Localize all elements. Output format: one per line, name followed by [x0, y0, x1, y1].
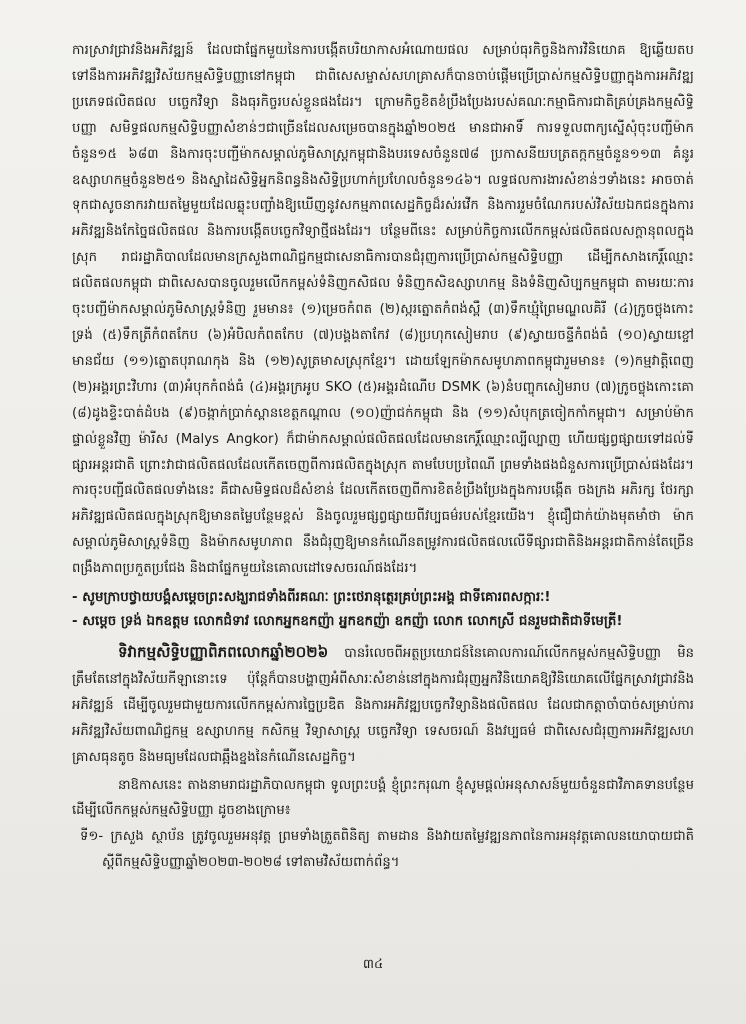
paragraph-1: ការស្រាវជ្រាវនិងអភិវឌ្ឍន៍ ដែលជាផ្នែកមួយនៃការបង្កើតបរិយាកាសអំណោយផល សម្រាប់ធុរកិច្ចនិងការវិនិយោគ ឱ្យឆ្លើយតបទៅនឹងការអភិវឌ្ឍវិស័យកម្មសិទ្ធិបញ្ញានៅកម្ពុជា ជាពិសេសម្ចាស់សហគ្រាសក៏បានចាប់ផ្តើមប្រើប្រាស់កម្មសិទ្ធិបញ្ញាក្នុងការអភិវឌ្ឍប្រភេទផលិតផល បច្ចេកវិទ្យា និងធុរកិច្ចរបស់ខ្លួនផងដែរ។ ក្រោមកិច្ចខិតខំប្រឹងប្រែងរបស់គណៈកម្មាធិការជាតិគ្រប់គ្រងកម្មសិទ្ធិបញ្ញា សមិទ្ធផលកម្មសិទ្ធិបញ្ញាសំខាន់ៗជាច្រើនដែលសម្រេចបានក្នុងឆ្នាំ២០២៥ មានជាអាទិ៍ ការទទួលពាក្យស្នើសុំចុះបញ្ជីម៉ាកចំនួន១៥ ៦៨៣ និងការចុះបញ្ជីម៉ាកសម្គាល់ភូមិសាស្ត្រកម្ពុជានិងបរទេសចំនួន៧៨ ប្រកាសនីយបត្រតក្កកម្មចំនួន១១៣ គំនូរឧស្សាហកម្មចំនួន២៥១ និងស្នាដៃសិទ្ធិអ្នកនិពន្ធនិងសិទ្ធិប្រហាក់ប្រហែលចំនួន១៤៦។ លទ្ធផលការងារសំខាន់ៗទាំងនេះ អាចចាត់ទុកជាសូចនាករវាយតម្លៃមួយដែលឆ្លុះបញ្ចាំងឱ្យឃើញនូវសកម្មភាពសេដ្ឋកិច្ចដ៏រស់រវើក និងការរួមចំណែករបស់វិស័យឯកជនក្នុងការអភិវឌ្ឍនិងកែច្នៃផលិតផល និងការបង្កើតបច្ចេកវិទ្យាថ្មីផងដែរ។ បន្ថែមពីនេះ សម្រាប់កិច្ចការលើកកម្ពស់ផលិតផលសក្តានុពលក្នុងស្រុក រាជរដ្ឋាភិបាលដែលមានក្រសួងពាណិជ្ជកម្មជាសេនាធិការបានជំរុញការប្រើប្រាស់កម្មសិទ្ធិបញ្ញា ដើម្បីកសាងកេរ្តិ៍ឈ្មោះផលិតផលកម្ពុជា ជាពិសេសបានចូលរួមលើកកម្ពស់ទំនិញកសិផល ទំនិញកសិឧស្សាហកម្ម និងទំនិញសិប្បកម្មកម្ពុជា តាមរយៈការចុះបញ្ជីម៉ាកសម្គាល់ភូមិសាស្ត្រទំនិញ រួមមាន៖ (១)ម្រេចកំពត (២)ស្ករត្នោតកំពង់ស្ពឺ (៣)ទឹកឃ្មុំព្រៃមណ្ឌលគិរី (៤)ក្រូចថ្លុងកោះទ្រង់ (៥)ទឹកត្រីកំពតកែប (៦)អំបិលកំពតកែប (៧)បង្គងតាកែវ (៨)ប្រហុកសៀមរាប (៩)ស្វាយចន្ទីកំពង់ធំ (១០)ស្វាយខ្ចៅមានជ័យ (១១)ត្នោតបុរាណកុង និង (១២)សូត្រមាសស្រុកខ្មែរ។ ដោយឡែកម៉ាកសមូហភាពកម្ពុជារួមមាន៖ (១)កម្មវាត្តិពេញ (២)អង្គរព្រះវិហារ (៣)អំបុកកំពង់ធំ (៤)អង្គរក្រអូប SKO (៥)អង្គរដំណើប DSMK (៦)នំបញ្ចុកសៀមរាប (៧)ក្រូចថ្លុងកោះគោ (៨)ដូងខ្ទិះបាត់ដំបង (៩)ចង្កាក់ប្រាក់ស្ពានខេត្តកណ្ដាល (១០)ញ៉ាជក់កម្ពុជា និង (១១)សំបុកត្រចៀកកាំកម្ពុជា។ សម្រាប់ម៉ាកផ្ទាល់ខ្លួនវិញ ម៉ារីស (Malys Angkor) ក៏ជាម៉ាកសម្គាល់ផលិតផលដែលមានកេរ្តិ៍ឈ្មោះល្បីល្បាញ ហើយផ្សព្វផ្សាយទៅដល់ទីផ្សារអន្តរជាតិ ព្រោះវាជាផលិតផលដែលកើតចេញពីការផលិតក្នុងស្រុក តាមបែបប្រពៃណី ព្រមទាំងផងជំនួសការប្រើប្រាស់ផងដែរ។ ការចុះបញ្ជីផលិតផលទាំងនេះ គឺជាសមិទ្ធផលដ៏សំខាន់ ដែលកើតចេញពីការខិតខំប្រឹងប្រែងក្នុងការបង្កើត ចងក្រង អភិរក្ស ថែរក្សា អភិវឌ្ឍផលិតផលក្នុងស្រុកឱ្យមានតម្លៃបន្ថែមខ្ពស់ និងចូលរួមផ្សព្វផ្សាយពីវប្បធម៌របស់ខ្មែរយើង។ ខ្ញុំជឿជាក់យ៉ាងមុតមាំថា ម៉ាកសម្គាល់ភូមិសាស្ត្រទំនិញ និងម៉ាកសមូហភាព នឹងជំរុញឱ្យមានកំណើនតម្រូវការផលិតផលលើទីផ្សារជាតិនិងអន្តរជាតិកាន់តែច្រើន ពង្រឹងភាពប្រកួតប្រជែង និងជាផ្នែកមួយនៃគោលដៅទេសចរណ៍ផងដែរ។	[72, 43, 694, 577]
main-text	[72, 38, 694, 582]
paragraph-3: នាឱកាសនេះ តាងនាមរាជរដ្ឋាភិបាលកម្ពុជា ទូលព្រះបង្គំ ខ្ញុំព្រះករុណា ខ្ញុំសូមផ្តល់អនុសាសន៍មួយចំនួនជាវិភាគទានបន្ថែម ដើម្បីលើកកម្ពស់កម្មសិទ្ធិបញ្ញា ដូចខាងក្រោម៖	[72, 777, 694, 819]
salutation-monks: - សូមក្រាបថ្វាយបង្គំសម្តេចព្រះសង្ឃរាជទាំងពីរគណៈ ព្រះថេរានុត្ថេរគ្រប់ព្រះអង្គ ជាទីគោរពសក្ការៈ!	[72, 590, 551, 606]
paragraph-2-lead: ទិវាកម្មសិទ្ធិបញ្ញាពិភពលោកឆ្នាំ២០២៦	[118, 643, 329, 662]
salutation-dignitaries: - សម្តេច ទ្រង់ ឯកឧត្តម លោកជំទាវ លោកអ្នកឧកញ៉ា អ្នកឧកញ៉ា ឧកញ៉ា លោក លោកស្រី ជនរួមជាតិជាទីមេត្រី!	[72, 614, 623, 630]
page-number: ៣៤	[362, 957, 384, 972]
paragraph-2	[72, 640, 694, 771]
paragraph-2-rest: បានរំលេចពីអត្ថប្រយោជន៍នៃគោលការណ៍លើកកម្ពស់កម្មសិទ្ធិបញ្ញា មិនត្រឹមតែនៅក្នុងវិស័យកីឡានោះទេ ប៉ុន្តែក៏បានបង្ហាញអំពីសារៈសំខាន់នៅក្នុងការជំរុញអ្នកវិនិយោគឱ្យវិនិយោគលើផ្នែកស្រាវជ្រាវនិងអភិវឌ្ឍន៍ ដើម្បីចូលរួមជាមួយការលើកកម្ពស់ការច្នៃប្រឌិត និងការអភិវឌ្ឍបច្ចេកវិទ្យានិងផលិតផល ដែលជាកត្តាចាំបាច់សម្រាប់ការអភិវឌ្ឍវិស័យពាណិជ្ជកម្ម ឧស្សាហកម្ម កសិកម្ម វិទ្យាសាស្ត្រ បច្ចេកវិទ្យា ទេសចរណ៍ និងវប្បធម៌ ជាពិសេសជំរុញការអភិវឌ្ឍសហគ្រាសធុនតូច និងមធ្យមដែលជាឆ្អឹងខ្នងនៃកំណើនសេដ្ឋកិច្ច។	[72, 646, 694, 765]
salutation-block	[72, 586, 694, 634]
recommendation-item-1: ទី១- ក្រសួង ស្ថាប័ន ត្រូវចូលរួមអនុវត្ត ព្រមទាំងត្រួតពិនិត្យ តាមដាន និងវាយតម្លៃវឌ្ឍនភាពនៃការអនុវត្តគោលនយោបាយជាតិស្តីពីកម្មសិទ្ធិបញ្ញាឆ្នាំ២០២៣-២០២៨ ទៅតាមវិស័យពាក់ព័ន្ធ។	[80, 829, 694, 871]
